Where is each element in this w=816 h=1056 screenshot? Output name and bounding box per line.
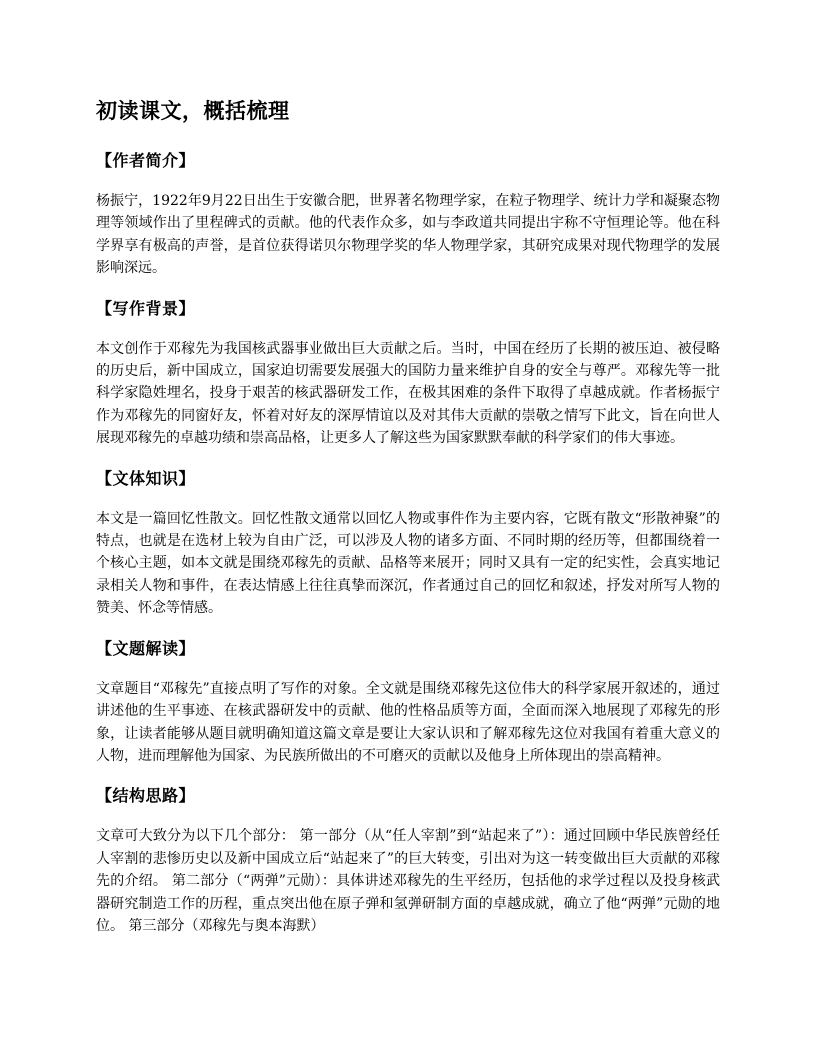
section-title-interpretation — [96, 636, 720, 768]
section-paragraph: 杨振宁，1922年9月22日出生于安徽合肥，世界著名物理学家，在粒子物理学、统计力学和凝聚态物理等领域作出了里程碑式的贡献。他的代表作众多，如与李政道共同提出宇称不守恒理论等。他在科学界享有极高的声誉，是首位获得诺贝尔物理学奖的华人物理学家，其研究成果对现代物理学的发展影响深远。 — [96, 193, 720, 277]
section-writing-background — [96, 296, 720, 450]
section-paragraph: 文章题目“邓稼先”直接点明了写作的对象。全文就是围绕邓稼先这位伟大的科学家展开叙述的，通过讲述他的生平事迹、在核武器研发中的贡献、他的性格品质等方面，全面而深入地展现了邓稼先的形象，让读者能够从题目就明确知道这篇文章是要让大家认识和了解邓稼先这位对我国有着重大意义的人物，进而理解他为国家、为民族所做出的不可磨灭的贡献以及他身上所体现出的崇高精神。 — [96, 680, 720, 764]
section-genre-knowledge — [96, 466, 720, 620]
section-paragraph: 文章可大致分为以下几个部分： 第一部分（从“任人宰割”到“站起来了”）：通过回顾中华民族曾经任人宰割的悲惨历史以及新中国成立后“站起来了”的巨大转变，引出对为这一转变做出巨大贡献的邓稼先的介绍。 第二部分（“两弹”元勋）：具体讲述邓稼先的生平经历，包括他的求学过程以及投身核武器研究制造工作的历程，重点突出他在原子弹和氢弹研制方面的卓越成就，确立了他“两弹”元勋的地位。 第三部分（邓稼先与奥本海默） — [96, 828, 720, 934]
section-heading: 【文题解读】 — [96, 638, 196, 658]
section-heading: 【作者简介】 — [96, 151, 196, 170]
document-page — [96, 94, 720, 953]
section-heading: 【写作背景】 — [96, 298, 196, 318]
section-paragraph: 本文创作于邓稼先为我国核武器事业做出巨大贡献之后。当时，中国在经历了长期的被压迫、被侵略的历史后，新中国成立，国家迫切需要发展强大的国防力量来维护自身的安全与尊严。邓稼先等一批科学家隐姓埋名，投身于艰苦的核武器研发工作，在极其困难的条件下取得了卓越成就。作者杨振宁作为邓稼先的同窗好友，怀着对好友的深厚情谊以及对其伟大贡献的崇敬之情写下此文，旨在向世人展现邓稼先的卓越功绩和崇高品格，让更多人了解这些为国家默默奉献的科学家们的伟大事迹。 — [96, 340, 720, 447]
section-heading: 【文体知识】 — [96, 468, 196, 488]
section-paragraph: 本文是一篇回忆性散文。回忆性散文通常以回忆人物或事件作为主要内容，它既有散文“形散神聚”的特点，也就是在选材上较为自由广泛，可以涉及人物的诸多方面、不同时期的经历等，但都围绕着一个核心主题，如本文就是围绕邓稼先的贡献、品格等来展开；同时又具有一定的纪实性，会真实地记录相关人物和事件，在表达情感上往往真挚而深沉，作者通过自己的回忆和叙述，抒发对所写人物的赞美、怀念等情感。 — [96, 510, 720, 617]
document-title: 初读课文，概括梳理 — [96, 99, 290, 123]
section-structure — [96, 783, 720, 937]
section-heading: 【结构思路】 — [96, 786, 196, 806]
section-author-intro — [96, 148, 720, 280]
